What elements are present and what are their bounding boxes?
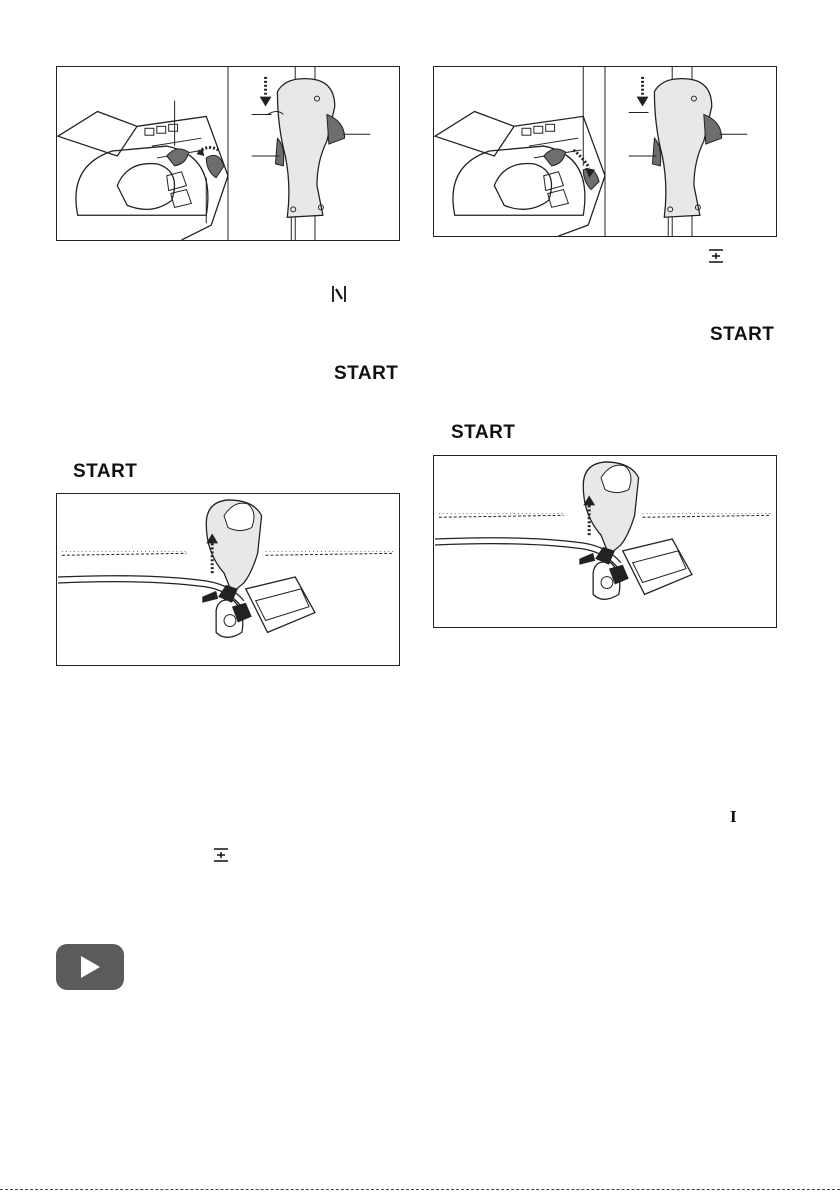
choke-closed-icon — [331, 285, 347, 303]
run-symbol: I — [730, 807, 737, 826]
start-label-right-2: START — [451, 422, 516, 443]
start-label-left-1: START — [334, 363, 399, 384]
pull-starter-illustration — [57, 494, 399, 665]
pull-starter-illustration-2 — [434, 456, 776, 627]
figure-pull-starter-right — [433, 455, 777, 628]
start-label-right-1: START — [710, 324, 775, 345]
choke-half-icon — [708, 248, 724, 264]
video-play-button[interactable] — [56, 944, 124, 990]
play-icon — [81, 956, 100, 978]
choke-closed-symbol — [331, 285, 347, 303]
page-bottom-rule — [0, 1189, 840, 1190]
choke-half-symbol-2 — [213, 847, 229, 863]
figure-pull-starter-left — [56, 493, 400, 666]
figure-choke-closed — [56, 66, 400, 241]
choke-half-symbol-1 — [708, 248, 724, 264]
figure-choke-half — [433, 66, 777, 237]
choke-half-icon — [213, 847, 229, 863]
choke-half-illustration — [434, 67, 776, 236]
choke-closed-illustration — [57, 67, 399, 240]
start-label-left-2: START — [73, 461, 138, 482]
